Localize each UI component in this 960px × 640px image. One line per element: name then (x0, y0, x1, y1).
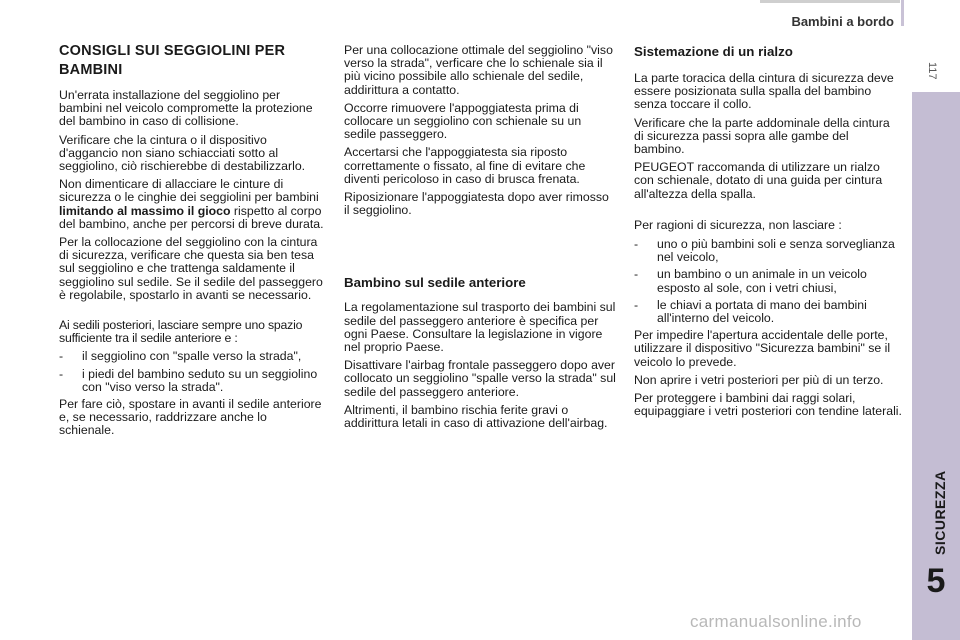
paragraph: Verificare che la cintura o il dispositivo d'aggancio non siano schiacciati sotto al seggiolino, ciò rischierebbe di destabilizzarlo. (59, 132, 306, 174)
column-middle (344, 44, 616, 435)
list-item: - le chiavi a portata di mano dei bambini all'interno del veicolo. (634, 297, 867, 326)
column-left (59, 42, 324, 443)
paragraph: La parte toracica della cintura di sicurezza deve essere posizionata sulla spalla del bambino senza toccare il collo. (634, 71, 894, 112)
chapter-number: 5 (926, 562, 946, 600)
paragraph: Riposizionare l'appoggiatesta dopo aver rimosso il seggiolino. (344, 190, 609, 218)
paragraph: PEUGEOT raccomanda di utilizzare un rialzo con schienale, dotato di una guida per cintura all'altezza della spalla. (634, 160, 883, 201)
paragraph: Accertarsi che l'appoggiatesta sia riposto correttamente o fissato, al fine di evitare che diventi pericoloso in caso di brusca frenata. (344, 145, 586, 186)
paragraph: Un'errata installazione del seggiolino per bambini nel veicolo compromette la protezione del bambino in caso di collisione. (59, 88, 313, 129)
page-number: 117 (926, 62, 938, 80)
list-item: - un bambino o un animale in un veicolo esposto al sole, con i vetri chiusi, (634, 267, 867, 295)
paragraph: Per una collocazione ottimale del seggiolino "viso verso la strada", verficare che lo schienale sia il più vicino possibile allo schienale del sedile, addirittura a contatto. (344, 43, 613, 97)
section-heading: Sistemazione di un rialzo (634, 44, 793, 59)
header-rule (760, 0, 900, 3)
paragraph: Altrimenti, il bambino rischia ferite gravi o addirittura letali in caso di attivazione dell'airbag. (344, 402, 608, 431)
paragraph: Non aprire i vetri posteriori per più di un terzo. (634, 372, 884, 387)
paragraph: Per ragioni di sicurezza, non lasciare : (634, 217, 842, 232)
paragraph: Ai sedili posteriori, lasciare sempre uno spazio sufficiente tra il sedile anteriore e : (59, 318, 303, 346)
section-heading: Bambino sul sedile anteriore (344, 275, 526, 291)
list-item: - uno o più bambini soli e senza sorveglianza nel veicolo, (634, 237, 895, 265)
paragraph: La regolamentazione sul trasporto dei bambini sul sedile del passeggero anteriore è specifica per ogni Paese. Consultare la legislazione in vigore nel proprio Paese. (344, 300, 616, 355)
paragraph: Per la collocazione del seggiolino con la cintura di sicurezza, verificare che questa sia ben tesa sul seggiolino e che trattenga saldamente il seggiolino sul sedile. Se il sedile del passeggero è regolabile, spostarlo in avanti se necessario. (59, 235, 323, 302)
section-sidebar (912, 92, 960, 640)
paragraph: Non dimenticare di allacciare le cinture di sicurezza o le cinghie dei seggiolini per bambini limitando al massimo il gioco rispetto al corpo del bambino, anche per percorsi di breve durata. (59, 177, 324, 231)
paragraph: Per proteggere i bambini dai raggi solari, equipaggiare i vetri posteriori con tendine laterali. (634, 391, 902, 419)
paragraph: Per impedire l'apertura accidentale delle porte, utilizzare il dispositivo "Sicurezza bambini" se il veicolo lo prevede. (634, 328, 891, 369)
list-item: - il seggiolino con "spalle verso la strada", (59, 349, 302, 364)
section-heading: CONSIGLI SUI SEGGIOLINI PER BAMBINI (59, 43, 286, 78)
paragraph: Occorre rimuovere l'appoggiatesta prima di collocare un seggiolino con schienale su un sedile passeggero. (344, 100, 582, 142)
column-right (634, 44, 902, 423)
list-item: - i piedi del bambino seduto su un seggiolino con "viso verso la strada". (59, 366, 318, 394)
emphasis: limitando al massimo il gioco (59, 203, 231, 218)
chapter-title: Bambini a bordo (791, 14, 894, 29)
paragraph: Disattivare l'airbag frontale passeggero dopo aver collocato un seggiolino "spalle verso la strada" sul sedile del passeggero anteriore. (344, 358, 616, 399)
watermark: carmanualsonline.info (690, 612, 862, 631)
paragraph: Verificare che la parte addominale della cintura di sicurezza passi sopra alle gambe del bambino. (634, 115, 890, 157)
header-divider (901, 0, 904, 26)
paragraph: Per fare ciò, spostare in avanti il sedile anteriore e, se necessario, raddrizzare anche lo schienale. (59, 397, 322, 438)
